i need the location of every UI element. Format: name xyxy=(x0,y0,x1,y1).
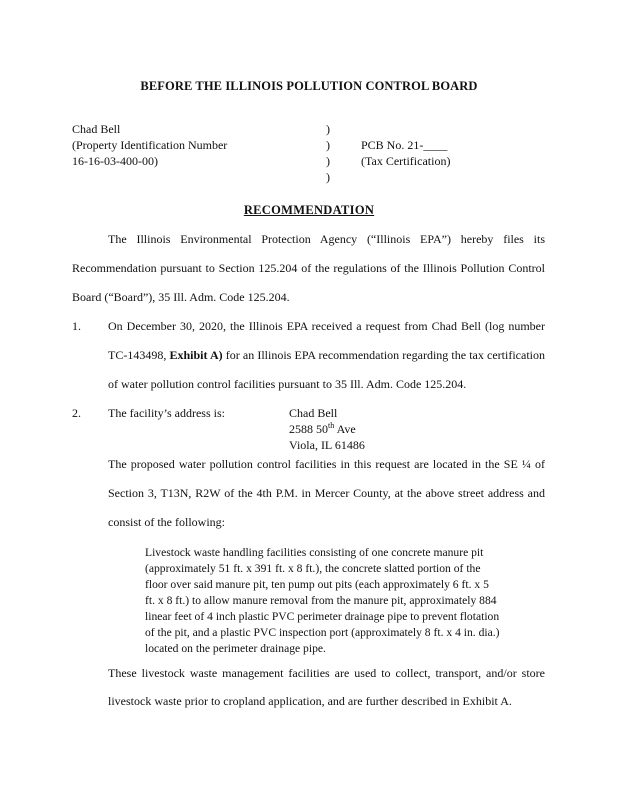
closing-line-1: These livestock waste management facilities are used to collect, transport, and/or store xyxy=(108,666,545,680)
facility-description-line: Livestock waste handling facilities consisting of one concrete manure pit xyxy=(145,546,484,559)
item-2-number: 2. xyxy=(72,406,81,420)
item-1-number: 1. xyxy=(72,319,81,333)
caption-paren: ) xyxy=(326,138,330,152)
facility-description-line: located on the perimeter drainage pipe. xyxy=(145,642,326,655)
facility-description-line: ft. x 8 ft.) to allow manure removal from the manure pit, approximately 884 xyxy=(145,594,497,607)
address-street-name: Ave xyxy=(334,422,356,436)
exhibit-a-reference: Exhibit A) xyxy=(169,348,223,362)
item-1-line-2 xyxy=(108,348,545,363)
document-title: BEFORE THE ILLINOIS POLLUTION CONTROL BOARD xyxy=(140,79,478,93)
facility-description-line: (approximately 51 ft. x 391 ft. x 8 ft.), the concrete slatted portion of the xyxy=(145,562,481,575)
caption-paren: ) xyxy=(326,154,330,168)
caption-matter-type: (Tax Certification) xyxy=(361,154,451,168)
location-line-3: consist of the following: xyxy=(108,515,225,529)
facility-description-line: floor over said manure pit, ten pump out pits (each approximately 6 ft. x 5 xyxy=(145,578,489,591)
location-line-1: The proposed water pollution control facilities in this request are located in the SE ¼ of xyxy=(108,457,545,471)
address-city: Viola, IL 61486 xyxy=(289,438,365,452)
intro-line-1: The Illinois Environmental Protection Agency (“Illinois EPA”) hereby files its xyxy=(108,232,545,246)
facility-address-label: The facility’s address is: xyxy=(108,406,225,420)
section-heading: RECOMMENDATION xyxy=(243,203,375,217)
address-ordinal-suffix: th xyxy=(328,421,335,430)
caption-paren: ) xyxy=(326,122,330,136)
caption-pin-number: 16-16-03-400-00) xyxy=(72,154,158,168)
address-name: Chad Bell xyxy=(289,406,338,420)
caption-party-name: Chad Bell xyxy=(72,122,121,136)
item-1-log-number: TC-143498, xyxy=(108,348,170,362)
address-street xyxy=(289,421,356,438)
intro-line-2: Recommendation pursuant to Section 125.204 of the regulations of the Illinois Pollution Control xyxy=(72,261,545,275)
address-street-number: 2588 50 xyxy=(289,422,328,436)
caption-pcb-number: PCB No. 21-____ xyxy=(361,138,448,152)
facility-description-line: of the pit, and a plastic PVC inspection port (approximately 8 ft. x 4 in. dia.) xyxy=(145,626,500,639)
item-1-line-3: of water pollution control facilities pursuant to 35 Ill. Adm. Code 125.204. xyxy=(108,377,467,391)
item-1-line-2-rest: for an Illinois EPA recommendation regarding the tax certification xyxy=(222,348,545,362)
caption-pin-label: (Property Identification Number xyxy=(72,138,228,152)
item-1-line-1: On December 30, 2020, the Illinois EPA received a request from Chad Bell (log number xyxy=(108,319,545,333)
location-line-2: Section 3, T13N, R2W of the 4th P.M. in Mercer County, at the above street address and xyxy=(108,486,545,500)
intro-line-3: Board (“Board”), 35 Ill. Adm. Code 125.204. xyxy=(72,290,290,304)
closing-line-2: livestock waste prior to cropland application, and are further described in Exhibit A. xyxy=(108,694,512,708)
caption-paren: ) xyxy=(326,170,330,184)
facility-description-line: linear feet of 4 inch plastic PVC perimeter drainage pipe to prevent flotation xyxy=(145,610,500,623)
